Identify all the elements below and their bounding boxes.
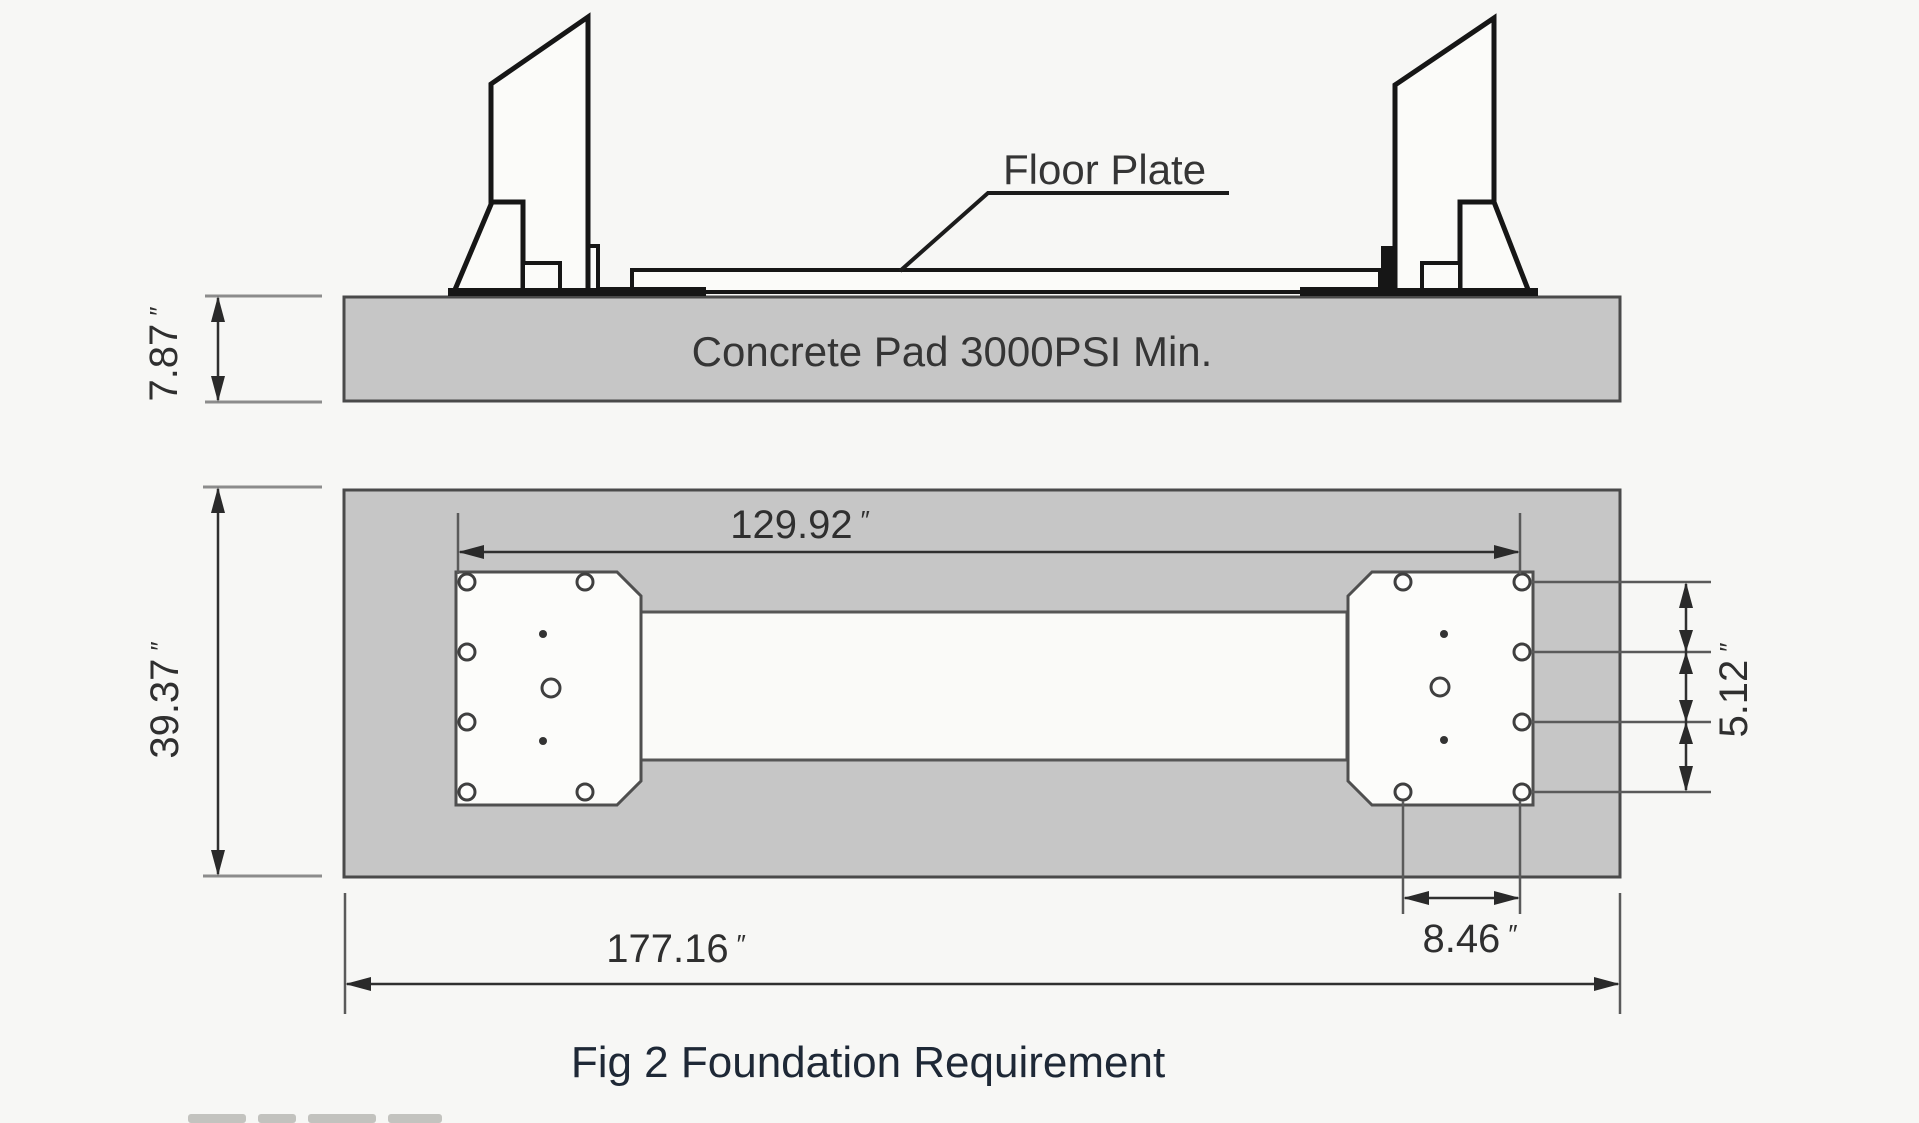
anchor-hole — [459, 644, 475, 660]
anchor-hole — [1514, 574, 1530, 590]
floor-plate-plan — [641, 612, 1347, 760]
right-post — [1392, 18, 1538, 296]
left-post-gusset — [454, 202, 523, 292]
anchor-hole — [1514, 784, 1530, 800]
left-post-step-block — [523, 263, 560, 292]
arrow-up-icon — [211, 487, 225, 513]
cropped-text-fragment — [188, 1114, 442, 1123]
arrow-down-icon — [1679, 766, 1693, 792]
dim-label-bolt-row-spacing: 5.12″ — [1712, 642, 1756, 738]
arrow-up-icon — [1679, 722, 1693, 744]
anchor-hole — [577, 784, 593, 800]
dim-label-pad-thickness: 7.87″ — [142, 306, 186, 402]
right-post-step-block — [1422, 263, 1460, 292]
anchor-hole — [459, 574, 475, 590]
concrete-pad-label: Concrete Pad 3000PSI Min. — [691, 328, 1213, 375]
anchor-hole — [1514, 714, 1530, 730]
floor-plate-leader-line — [900, 193, 1229, 271]
figure-caption: Fig 2 Foundation Requirement — [570, 1038, 1166, 1087]
anchor-hole — [1395, 784, 1411, 800]
small-hole — [539, 737, 547, 745]
anchor-hole — [459, 714, 475, 730]
left-post — [448, 17, 603, 296]
plan-view — [143, 487, 1756, 1014]
arrow-down-icon — [1679, 700, 1693, 722]
arrow-left-icon — [1403, 891, 1429, 905]
floor-plate-label: Floor Plate — [1003, 146, 1207, 193]
anchor-hole — [1514, 644, 1530, 660]
arrow-down-icon — [211, 850, 225, 876]
dim-label-anchor-span: 129.92 ″ — [730, 503, 870, 547]
left-post-base-plate — [448, 288, 603, 296]
anchor-hole — [459, 784, 475, 800]
dim-pad-thickness — [142, 296, 322, 402]
arrow-right-icon — [1594, 977, 1620, 991]
left-base-plate — [456, 572, 641, 805]
side-view — [142, 17, 1620, 402]
dim-label-pad-width: 39.37″ — [143, 641, 187, 759]
dim-pad-width — [143, 487, 322, 876]
arrow-down-icon — [211, 376, 225, 402]
floor-plate-side — [632, 270, 1380, 292]
dim-label-pad-length: 177.16 ″ — [606, 927, 746, 971]
small-hole — [539, 630, 547, 638]
floor-plate-shim-left — [596, 287, 706, 296]
dim-label-bolt-column-spacing: 8.46 ″ — [1422, 917, 1518, 961]
arrow-up-icon — [1679, 582, 1693, 608]
anchor-hole — [1395, 574, 1411, 590]
right-post-foot-clamp — [1381, 246, 1393, 292]
arrow-up-icon — [211, 296, 225, 322]
arrow-right-icon — [1494, 891, 1520, 905]
right-post-base-plate — [1392, 288, 1538, 296]
small-hole — [1440, 736, 1448, 744]
arrow-left-icon — [345, 977, 371, 991]
arrow-up-icon — [1679, 652, 1693, 674]
floor-plate-shim-right — [1300, 287, 1395, 296]
right-base-plate — [1348, 572, 1533, 805]
right-post-gusset — [1460, 202, 1529, 292]
anchor-hole — [577, 574, 593, 590]
small-hole — [1440, 630, 1448, 638]
arrow-down-icon — [1679, 630, 1693, 652]
